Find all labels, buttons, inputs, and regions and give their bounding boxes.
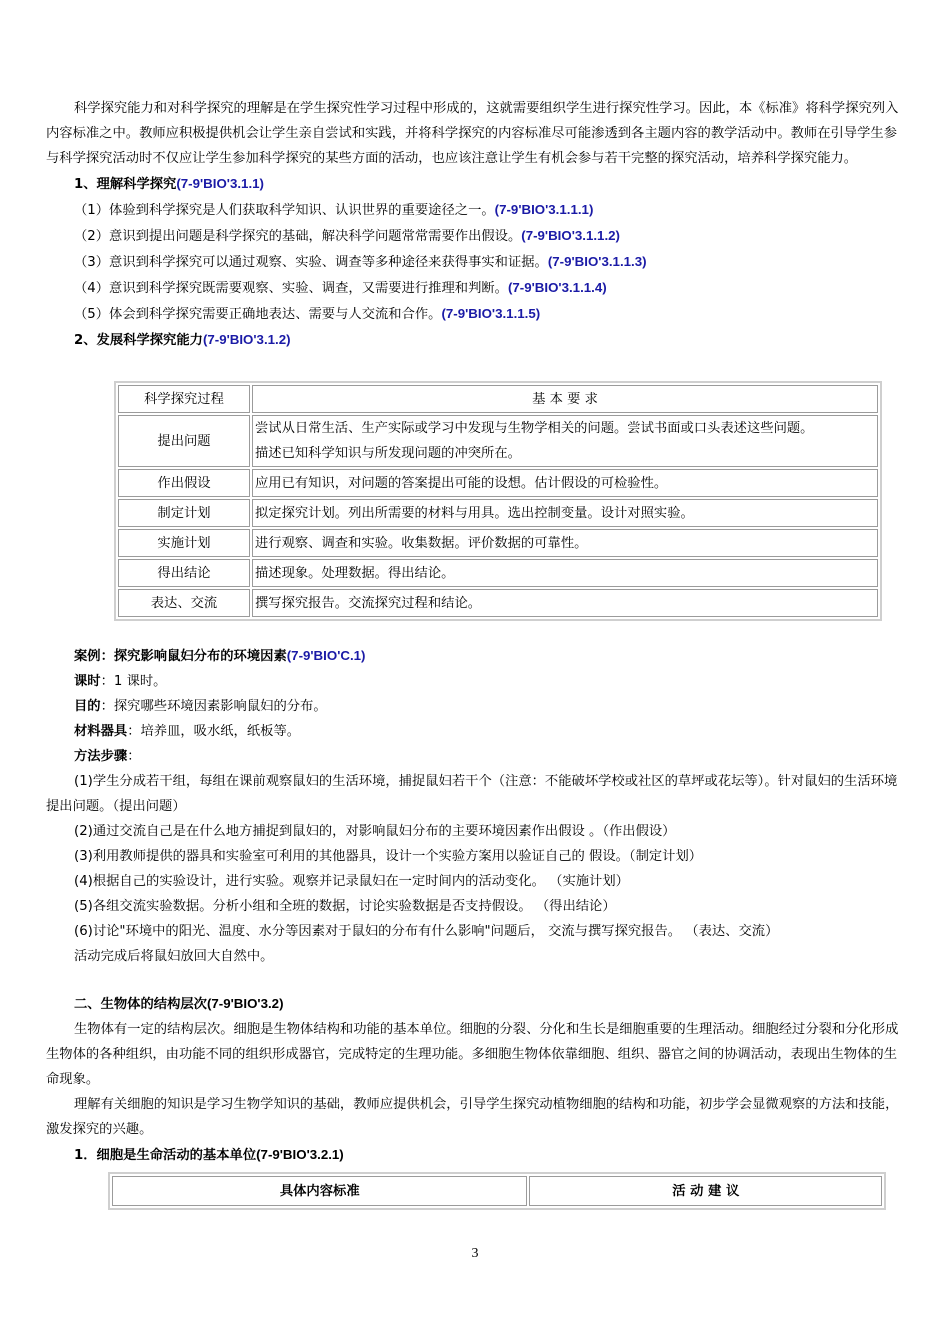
table-cell-requirement: 拟定探究计划。列出所需要的材料与用具。选出控制变量。设计对照实验。 [252,499,878,527]
table-cell-requirement: 应用已有知识，对问题的答案提出可能的设想。估计假设的可检验性。 [252,469,878,497]
table-cell-process: 制定计划 [118,499,250,527]
case-step: (5)各组交流实验数据。分析小组和全班的数据，讨论实验数据是否支持假设。 （得出结论） [74,899,616,914]
case-step: (2)通过交流自己是在什么地方捕捉到鼠妇的，对影响鼠妇分布的主要环境因素作出假设 。（作出假设） [74,824,676,839]
table-cell-requirement: 进行观察、调查和实验。收集数据。评价数据的可靠性。 [252,529,878,557]
page-number: 3 [471,1246,479,1261]
list-item-text: （2）意识到提出问题是科学探究的基础，解决科学问题常常需要作出假设。 [74,229,522,244]
list-item-code: (7-9'BIO'3.1.1.3) [547,254,647,269]
list-item [46,275,906,301]
section3-sub-code: (7-9'BIO'3.2.1) [256,1147,344,1162]
case-class-value: ：1 课时。 [100,674,167,689]
list-item-code: (7-9'BIO'3.1.1.1) [494,202,594,217]
section1-heading [46,171,906,197]
table-row [118,469,878,497]
list-item [46,301,906,327]
case-goal-value: ：探究哪些环境因素影响鼠妇的分布。 [100,699,327,714]
section2-heading [46,327,906,353]
list-item-text: （1）体验到科学探究是人们获取科学知识、认识世界的重要途径之一。 [74,203,495,218]
case-materials-label: 材料器具 [74,724,128,739]
document-body [46,96,906,1210]
case-heading [46,643,906,669]
case-title: 案例：探究影响鼠妇分布的环境因素 [74,649,287,664]
case-class-label: 课时 [74,674,101,689]
case-goal-line [46,694,906,719]
section3-heading [46,991,906,1017]
table-cell-process: 实施计划 [118,529,250,557]
section3-sub-title: 1．细胞是生命活动的基本单位 [74,1148,257,1163]
table-row [118,529,878,557]
table-cell-process: 表达、交流 [118,589,250,617]
section1-title: 1、理解科学探究 [74,177,177,192]
case-closing: 活动完成后将鼠妇放回大自然中。 [74,949,274,964]
list-item-code: (7-9'BIO'3.1.1.5) [441,306,541,321]
table-header-cell: 基 本 要 求 [252,385,878,413]
case-materials-line [46,719,906,744]
section2-title: 2、发展科学探究能力 [74,333,203,348]
table-cell-requirement: 撰写探究报告。交流探究过程和结论。 [252,589,878,617]
case-step: (3)利用教师提供的器具和实验室可利用的其他器具，设计一个实验方案用以验证自己的 假设。（制定计划） [74,849,703,864]
table-header-cell: 活 动 建 议 [529,1176,882,1206]
section3-paragraph: 生物体有一定的结构层次。细胞是生物体结构和功能的基本单位。细胞的分裂、分化和生长是细胞重要的生理活动。细胞经过分裂和分化形成生物体的各种组织，由功能不同的组织形成器官，完成特定的生理功能。多细胞生物体依靠细胞、组织、器官之间的协调活动，表现出生物体的生命现象。 [46,1022,899,1087]
list-item-text: （3）意识到科学探究可以通过观察、实验、调查等多种途径来获得事实和证据。 [74,255,548,270]
table-row [118,589,878,617]
intro-paragraph: 科学探究能力和对科学探究的理解是在学生探究性学习过程中形成的，这就需要组织学生进行探究性学习。因此，本《标准》将科学探究列入内容标准之中。教师应积极提供机会让学生亲自尝试和实践，并将科学探究的内容标准尽可能渗透到各主题内容的教学活动中。教师在引导学生参与科学探究活动时不仅应让学生参加科学探究的某些方面的活动，也应该注意让学生有机会参与若干完整的探究活动，培养科学探究能力。 [46,101,899,166]
case-method-colon: ： [127,749,141,764]
case-method-label: 方法步骤 [74,749,128,764]
table-cell-process: 作出假设 [118,469,250,497]
table-header-cell: 科学探究过程 [118,385,250,413]
requirement-line: 尝试从日常生活、生产实际或学习中发现与生物学相关的问题。尝试书面或口头表述这些问题。 [255,421,814,436]
case-code: (7-9'BIO'C.1) [286,648,366,663]
section3-code: (7-9'BIO'3.2) [206,996,284,1011]
section3-sub-heading [46,1142,906,1168]
table-header-cell: 具体内容标准 [112,1176,527,1206]
table-header-row [112,1176,882,1206]
section2-code: (7-9'BIO'3.1.2) [202,332,291,347]
case-step: (1)学生分成若干组，每组在课前观察鼠妇的生活环境，捕捉鼠妇若干个（注意：不能破坏学校或社区的草坪或花坛等）。针对鼠妇的生活环境提出问题。（提出问题） [46,774,898,814]
list-item [46,249,906,275]
list-item-code: (7-9'BIO'3.1.1.4) [507,280,607,295]
list-item [46,223,906,249]
table-cell-requirement: 描述现象。处理数据。得出结论。 [252,559,878,587]
table-cell-process: 提出问题 [118,415,250,467]
table-row [118,415,878,467]
table-cell-process: 得出结论 [118,559,250,587]
case-goal-label: 目的 [74,699,101,714]
case-method-line [46,744,906,769]
case-step: (6)讨论"环境中的阳光、温度、水分等因素对于鼠妇的分布有什么影响"问题后， 交流与撰写探究报告。 （表达、交流） [74,924,779,939]
case-class-line [46,669,906,694]
section3-paragraph: 理解有关细胞的知识是学习生物学知识的基础，教师应提供机会，引导学生探究动植物细胞的结构和功能，初步学会显微观察的方法和技能，激发探究的兴趣。 [46,1097,899,1137]
list-item-text: （4）意识到科学探究既需要观察、实验、调查，又需要进行推理和判断。 [74,281,508,296]
table-header-row [118,385,878,413]
content-standard-table [108,1172,886,1210]
case-materials-value: ：培养皿，吸水纸，纸板等。 [127,724,301,739]
table-row [118,499,878,527]
inquiry-process-table [114,381,882,621]
section3-title: 二、生物体的结构层次 [74,997,207,1012]
table-row [118,559,878,587]
list-item [46,197,906,223]
requirement-line: 描述已知科学知识与所发现问题的冲突所在。 [255,446,521,461]
case-step: (4)根据自己的实验设计，进行实验。观察并记录鼠妇在一定时间内的活动变化。 （实施计划） [74,874,629,889]
list-item-text: （5）体会到科学探究需要正确地表达、需要与人交流和合作。 [74,307,442,322]
list-item-code: (7-9'BIO'3.1.1.2) [521,228,620,243]
section1-code: (7-9'BIO'3.1.1) [176,176,264,191]
table-cell-requirement [252,415,878,467]
